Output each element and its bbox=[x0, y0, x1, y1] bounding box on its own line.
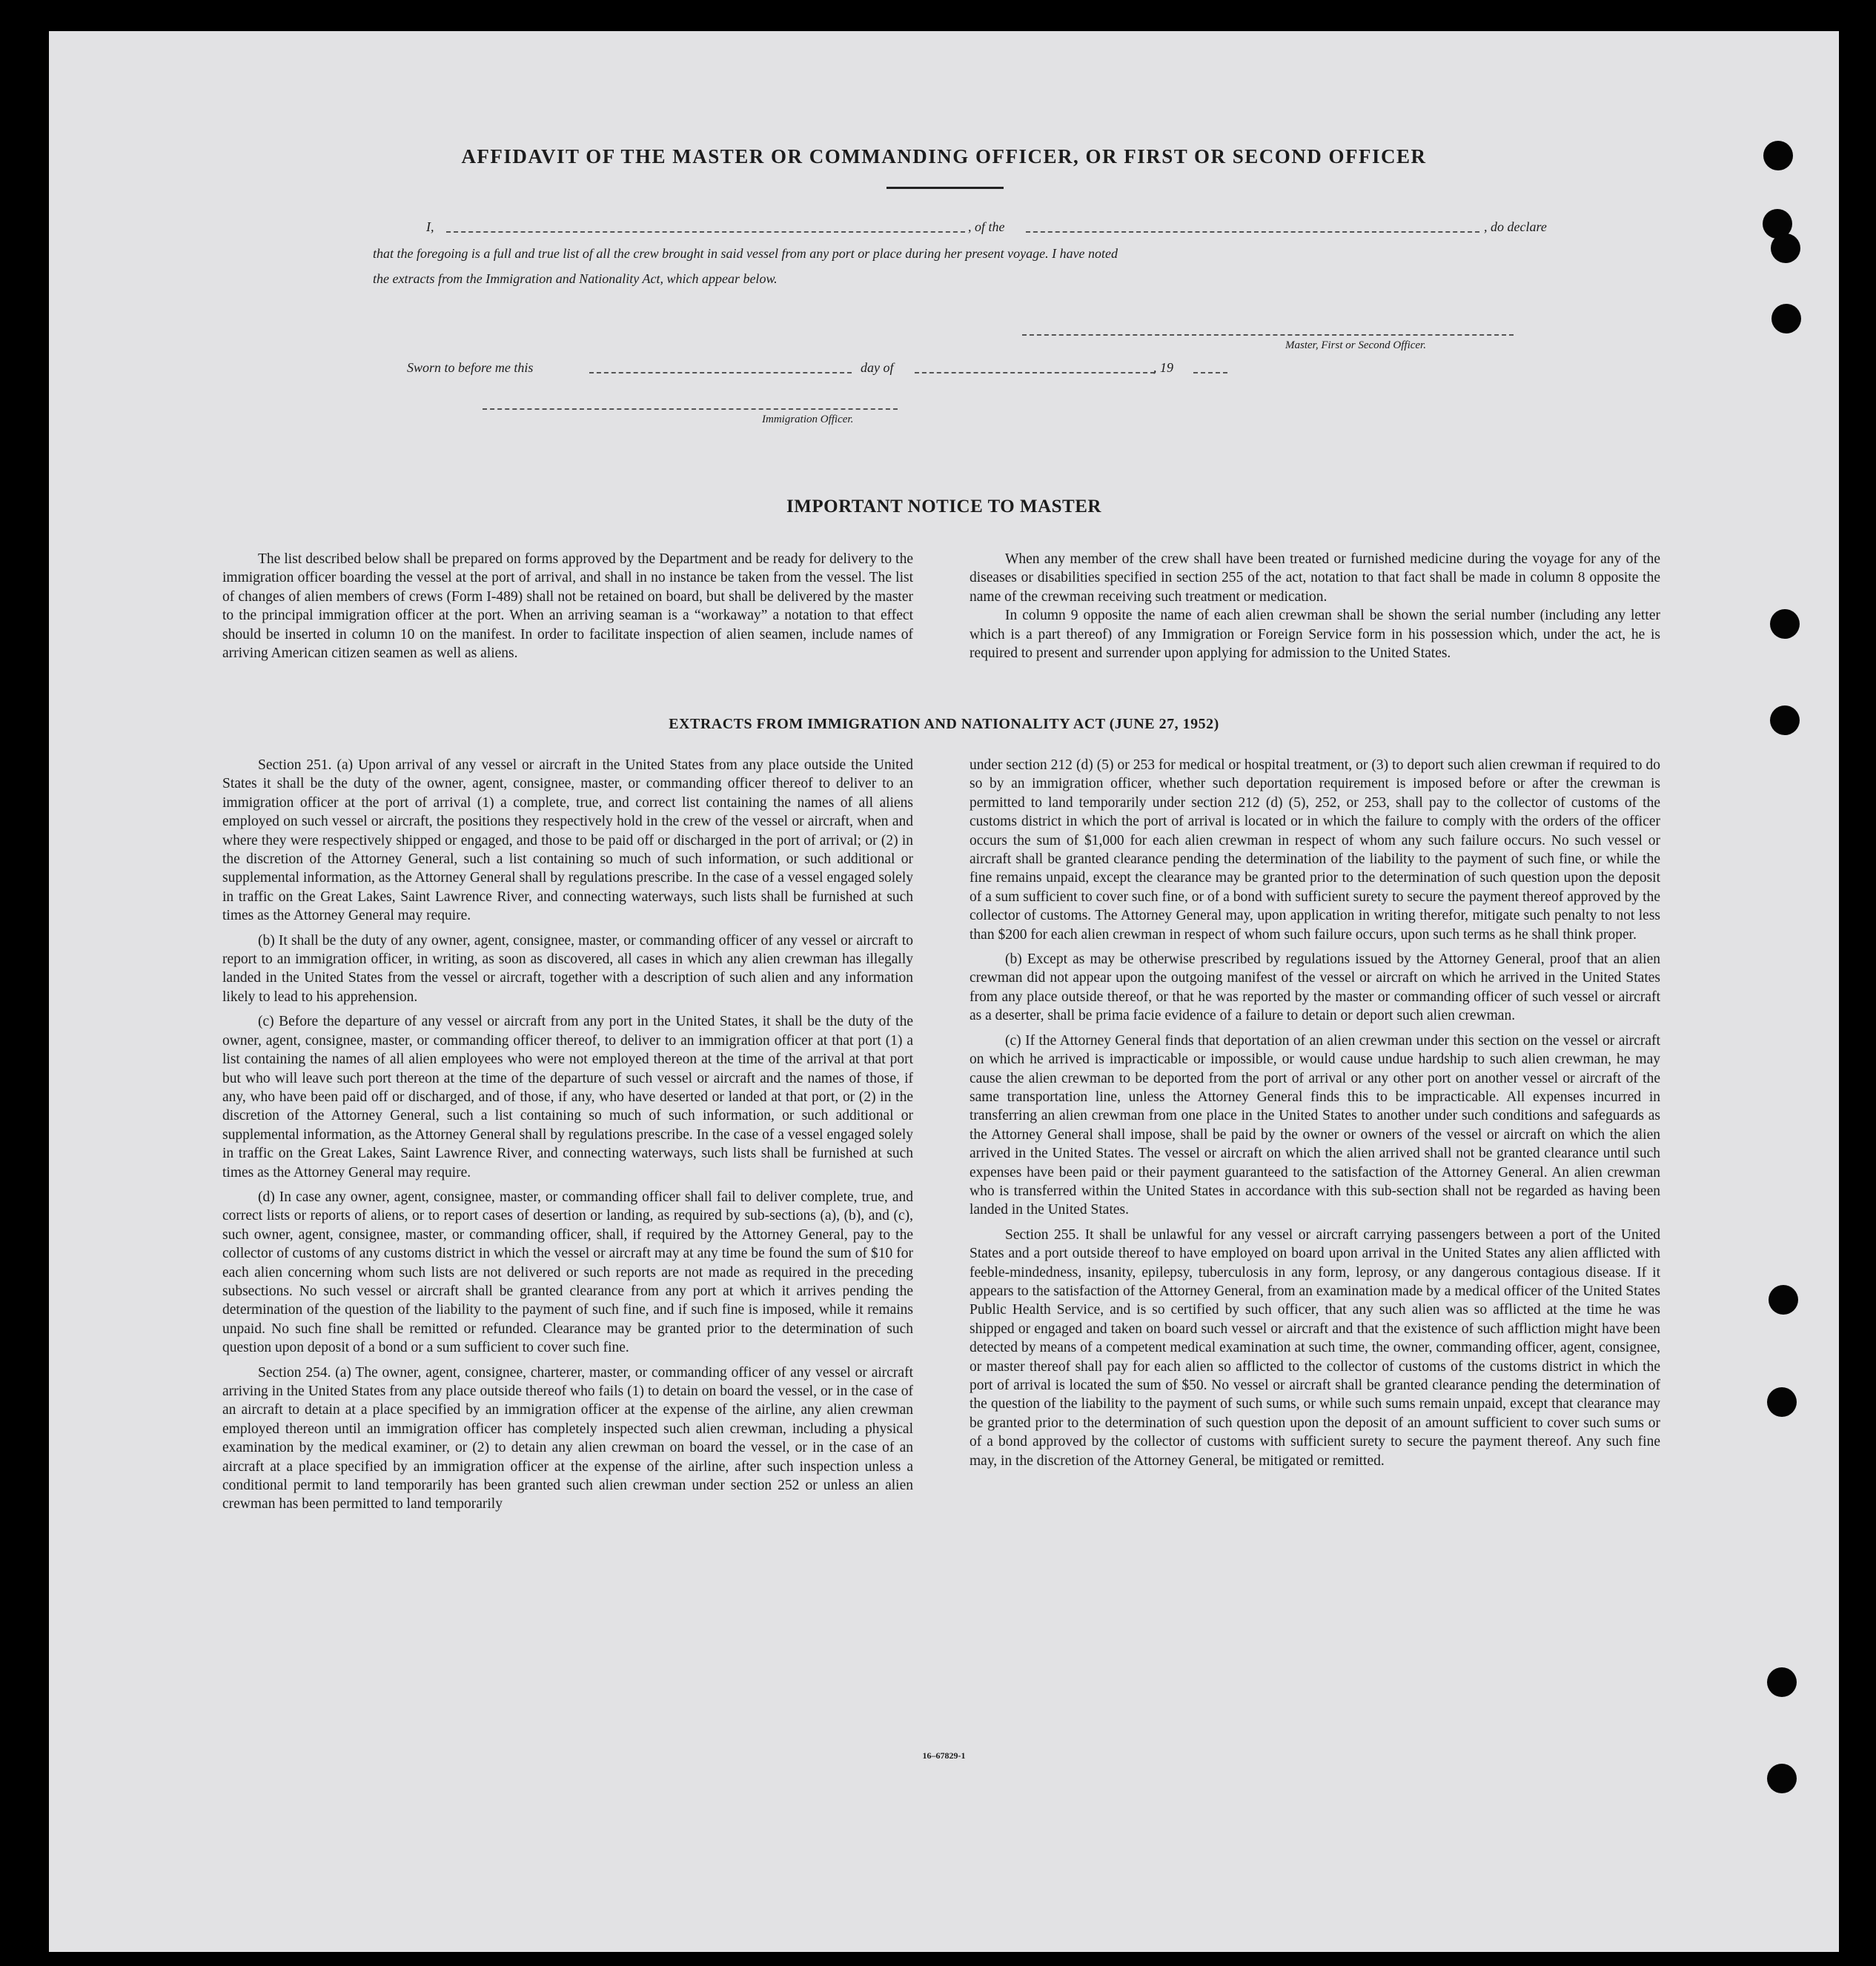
declaration-line-3: the extracts from the Immigration and Nationality Act, which appear below. bbox=[373, 271, 778, 286]
notice-right-paragraph-1: When any member of the crew shall have been treated or furnished medicine during the voyage for any of the diseases or disabilities specified in section 255 of the act, notation to that fact shall be made in column 8 opposite the name of the crewman receiving such treatment or medication. bbox=[970, 551, 1660, 605]
punch-hole bbox=[1769, 1285, 1798, 1315]
punch-hole bbox=[1770, 609, 1800, 639]
sworn-year-field[interactable] bbox=[1193, 372, 1227, 373]
master-signature-label: Master, First or Second Officer. bbox=[1285, 339, 1426, 351]
declarant-name-field[interactable] bbox=[446, 231, 965, 233]
notice-right-paragraph-2: In column 9 opposite the name of each alien crewman shall be shown the serial number (including any letter which is a part thereof) of any Immigration or Foreign Service form in his possession which, under the act, he is required to present and surrender upon applying for admission to the United States. bbox=[970, 608, 1660, 662]
document-page bbox=[49, 31, 1839, 1952]
declaration-line-2: that the foregoing is a full and true list of all the crew brought in said vessel from any port or place during her present voyage. I have noted bbox=[373, 246, 1118, 261]
section-254-c: (c) If the Attorney General finds that deportation of an alien crewman under this section on the vessel or aircraft on which he arrived is impracticable or impossible, or would cause undue hardship to such alien crewman, he may cause the alien crewman to be deported from the port of arrival or any other port on another vessel or aircraft of the same transportation line, unless the Attorney General finds this to be impracticable. All expenses incurred in transferring an alien crewman from one place in the United States to another under such conditions and safeguards as the Attorney General shall impose, shall be paid by the owner or owners of the vessel or aircraft on which the alien arrived in the United States. The vessel or aircraft on which the alien arrived shall not be granted clearance until such expenses have been paid or their payment guaranteed to the satisfaction of the Attorney General. An alien crewman who is transferred within the United States in accordance with this sub-section shall not be regarded as having been landed in the United States. bbox=[970, 1032, 1660, 1218]
section-255: Section 255. It shall be unlawful for any vessel or aircraft carrying passengers between a port of the United States and a port outside thereof to have employed on board upon arrival in the United States any alien afflicted with feeble-mindedness, insanity, epilepsy, tuberculosis in any form, leprosy, or any dangerous contagious disease. If it appears to the satisfaction of the Attorney General, from an examination made by a medical officer of the United States Public Health Service, and is so certified by such officer, that any such alien was so afflicted at the time he was shipped or engaged and taken on board such vessel or aircraft and that the existence of such affliction might have been detected by means of a competent medical examination at such time, the owner, commanding officer, agent, consignee, or master thereof shall pay for each alien so afflicted to the collector of customs of the customs district in which the port of arrival is located the sum of $50. No vessel or aircraft shall be granted clearance pending the determination of the question of the liability to the payment of such sums, or while such sums remain unpaid, except that clearance may be granted prior to the determination of such question upon the deposit of an amount sufficient to cover such sums or of a bond approved by the collector of customs with sufficient surety to secure the payment thereof. Any such fine may, in the discretion of the Attorney General, be mitigated or remitted. bbox=[970, 1226, 1660, 1469]
do-declare-label: , do declare bbox=[1484, 219, 1547, 234]
vessel-name-field[interactable] bbox=[1026, 231, 1479, 233]
punch-hole bbox=[1771, 233, 1800, 263]
declarant-prefix: I, bbox=[426, 219, 434, 234]
notice-right-column bbox=[970, 550, 1660, 668]
punch-hole bbox=[1771, 304, 1801, 333]
section-254-a: Section 254. (a) The owner, agent, consignee, charterer, master, or commanding officer of any vessel or aircraft arriving in the United States from any place outside thereof who fails (1) to detain on board the vessel, or in the case of an aircraft to detain at a place specified by an immigration officer at the expense of the airline, any alien crewman employed thereon until an immigration officer has completely inspected such alien crewman, including a physical examination by the medical examiner, or (2) to detain any alien crewman on board the vessel, or in the case of an aircraft at a place specified by an immigration officer at the expense of the airline, after such inspection unless a conditional permit to land temporarily has been granted such alien crewman under section 252 or unless an alien crewman has been permitted to land temporarily bbox=[222, 1364, 913, 1512]
extracts-title: EXTRACTS FROM IMMIGRATION AND NATIONALITY ACT (JUNE 27, 1952) bbox=[669, 716, 1219, 732]
title-underline bbox=[886, 187, 1004, 189]
section-254-a-continued: under section 212 (d) (5) or 253 for medical or hospital treatment, or (3) to deport such alien crewman if required to do so by an immigration officer, whether such deportation requirement is imposed before or after the crewman is permitted to land temporarily under section 212 (d) (5), 252, or 253, shall pay to the collector of customs of the customs district in which the port of arrival is located or in which the failure to comply with the orders of the officer occurs the sum of $1,000 for each alien crewman in respect of whom any such failure occurs. No such vessel or aircraft shall be granted clearance pending the determination of the liability to the payment of such fine, or while the fine remains unpaid, except the clearance may be granted prior to the determination of such question upon the deposit of a sum sufficient to cover such fine, or of a bond with sufficient surety to secure the payment thereof approved by the collector of customs. The Attorney General may, upon application in writing therefor, mitigate such penalty to not less than $200 for each alien crewman in respect of whom such failure occurs, upon such terms as he shall think proper. bbox=[970, 757, 1660, 943]
section-251-c: (c) Before the departure of any vessel or aircraft from any port in the United States, it shall be the duty of the owner, agent, consignee, master, or commanding officer thereof, to deliver to an immigration officer at that port (1) a list containing the names of all alien employees who were not employed thereon at the time of the arrival at that port but who will leave such port thereon at the time of the departure of such vessel or aircraft and the names of those, if any, who have been paid off or discharged, and of those, if any, who have deserted or landed at that port, or (2) in the discretion of the Attorney General, such a list containing so much of such information, or such additional or supplemental information, as the Attorney General shall by regulations prescribe. In the case of a vessel engaged solely in traffic on the Great Lakes, Saint Lawrence River, and connecting waterways, such lists shall be furnished at such times as the Attorney General may require. bbox=[222, 1014, 913, 1180]
punch-hole bbox=[1767, 1667, 1797, 1697]
sworn-month-field[interactable] bbox=[915, 372, 1155, 373]
master-signature-field[interactable] bbox=[1022, 334, 1514, 336]
form-number: 16–67829-1 bbox=[922, 1750, 966, 1761]
officer-signature-label: Immigration Officer. bbox=[762, 414, 854, 425]
section-251-a: Section 251. (a) Upon arrival of any vessel or aircraft in the United States from any place outside the United States it shall be the duty of the owner, agent, consignee, master, or commanding officer thereof to deliver to an immigration officer at the port of arrival (1) a complete, true, and correct list containing the names of all aliens employed on such vessel or aircraft, the positions they respectively hold in the crew of the vessel or aircraft, when and where they were respectively shipped or engaged, and those to be paid off or discharged in the port of arrival; or (2) in the discretion of the Attorney General, such a list containing so much of such information, or such additional or supplemental information, as the Attorney General shall by regulations prescribe. In the case of a vessel engaged solely in traffic on the Great Lakes, Saint Lawrence River, and connecting waterways, such lists shall be furnished at such times as the Attorney General may require. bbox=[222, 757, 913, 924]
extracts-left-column bbox=[222, 756, 913, 1520]
section-254-b: (b) Except as may be otherwise prescribed by regulations issued by the Attorney General, proof that an alien crewman did not appear upon the outgoing manifest of the vessel or aircraft on which he arrived in the United States from any place outside thereof, or that he was reported by the master or commanding officer of such vessel or aircraft as a deserter, shall be prima facie evidence of a failure to detain or deport such alien crewman. bbox=[970, 952, 1660, 1024]
officer-signature-field[interactable] bbox=[483, 408, 898, 410]
affidavit-title: AFFIDAVIT OF THE MASTER OR COMMANDING OFFICER, OR FIRST OR SECOND OFFICER bbox=[461, 145, 1427, 167]
section-251-b: (b) It shall be the duty of any owner, agent, consignee, master, or commanding officer of any vessel or aircraft to report to an immigration officer, in writing, as soon as discovered, all cases in which any alien crewman has illegally landed in the United States from the vessel or aircraft, together with a description of such alien and any information likely to lead to his apprehension. bbox=[222, 932, 913, 1005]
sworn-day-label: day of bbox=[861, 360, 894, 375]
sworn-day-field[interactable] bbox=[589, 372, 852, 373]
sworn-prefix: Sworn to before me this bbox=[407, 360, 534, 375]
notice-left-column bbox=[222, 550, 913, 668]
punch-hole bbox=[1767, 1764, 1797, 1793]
extracts-right-column bbox=[970, 756, 1660, 1476]
punch-hole bbox=[1767, 1387, 1797, 1417]
section-251-d: (d) In case any owner, agent, consignee, master, or commanding officer shall fail to deliver complete, true, and correct lists or reports of aliens, or to report cases of desertion or landing, as required by sub-sections (a), (b), and (c), such owner, agent, consignee, master, or commanding officer, shall, if required by the Attorney General, pay to the collector of customs of any customs district in which the vessel or aircraft may at any time be found the sum of $10 for each alien concerning whom such lists are not delivered or such reports are not made as required in the preceding subsections. No such vessel or aircraft shall be granted clearance from any port at which it arrives pending the determination of the question of the liability to the payment of such fine, and if such fine is imposed, while it remains unpaid. No such fine shall be remitted or refunded. Clearance may be granted prior to the determination of such question upon deposit of a bond or a sum sufficient to cover such fine. bbox=[222, 1189, 913, 1356]
notice-title: IMPORTANT NOTICE TO MASTER bbox=[786, 497, 1101, 517]
of-the-label: , of the bbox=[968, 219, 1005, 234]
notice-left-paragraph: The list described below shall be prepared on forms approved by the Department and be ready for delivery to the immigration officer boarding the vessel at the port of arrival, and shall in no instance be taken from the vessel. The list of changes of alien members of crews (Form I-489) shall not be retained on board, but shall be delivered by the master to the principal immigration officer at the port. When an arriving seaman is a “workaway” a notation to that effect should be inserted in column 10 on the manifest. In order to facilitate inspection of alien seamen, include names of arriving American citizen seamen as well as aliens. bbox=[222, 551, 913, 662]
sworn-year-label: , 19 bbox=[1153, 360, 1173, 375]
